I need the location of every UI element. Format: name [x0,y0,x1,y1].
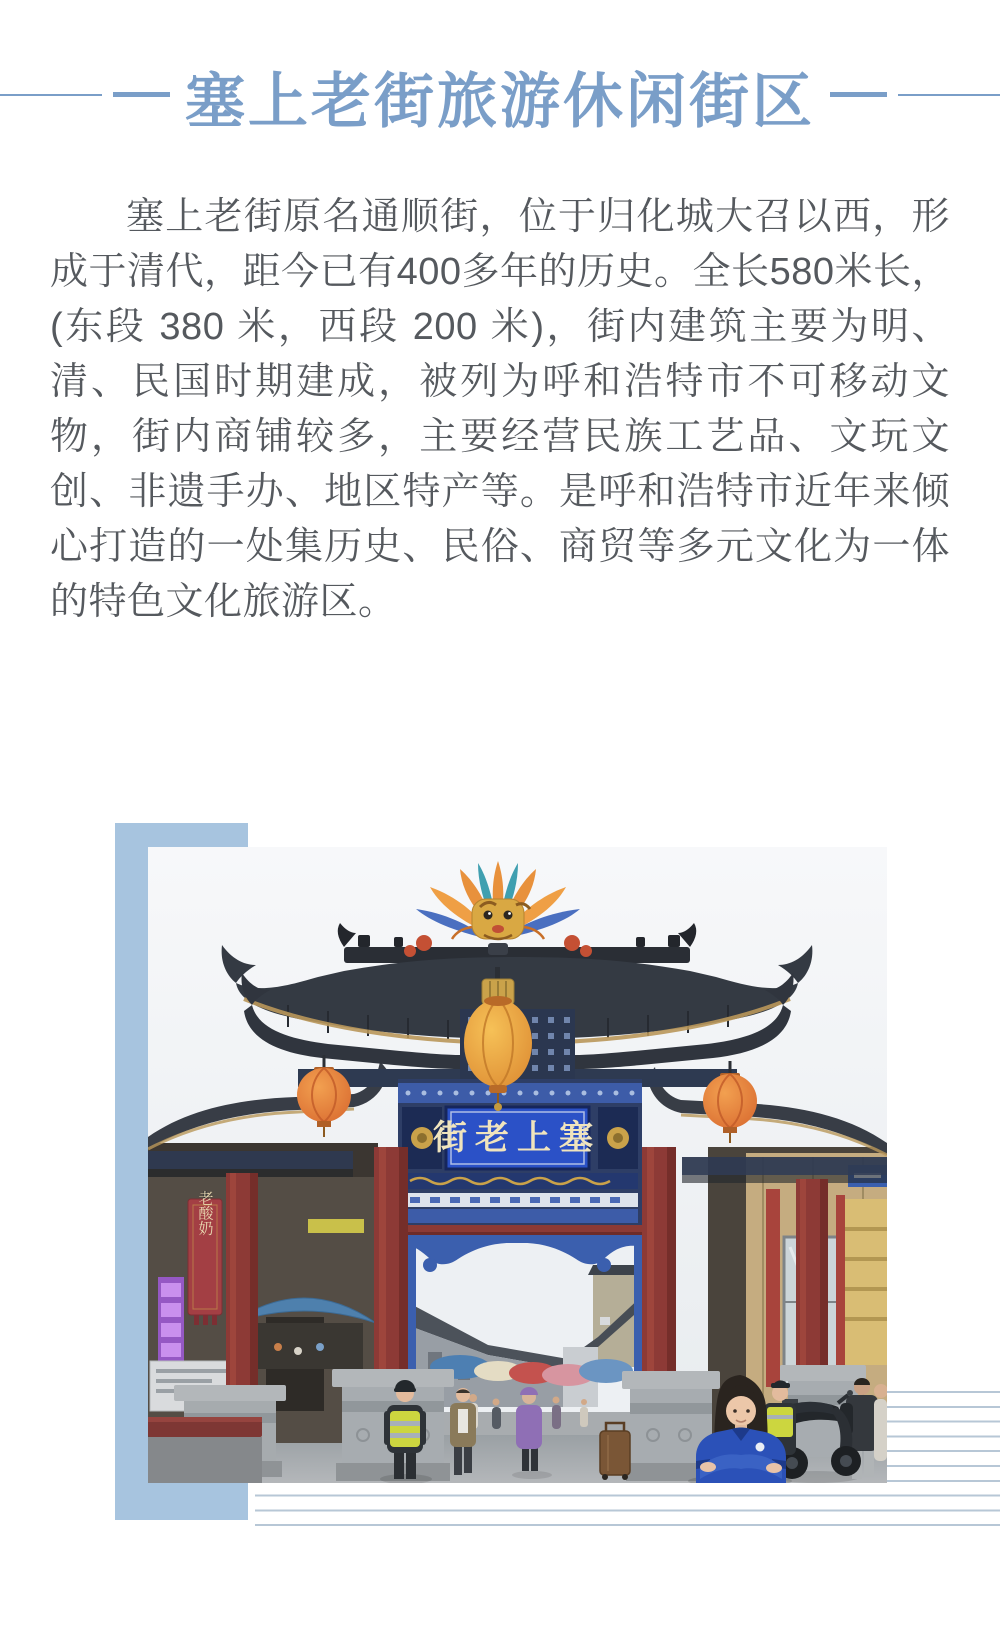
suitcase [600,1431,630,1475]
title-divider-right-thin [898,94,1000,96]
gate-sign-assembly [392,1079,648,1235]
title-divider-right-thick [830,92,887,97]
page-title: 塞上老街旅游休闲街区 [185,68,815,135]
shop-banner-text: 老酸奶 [196,1190,214,1236]
gate-plaque-text: 街老上塞 [433,1119,601,1157]
street-gate-photo[interactable] [148,847,887,1483]
intro-paragraph: 塞上老街原名通顺街，位于归化城大召以西，形成于清代，距今已有400多年的历史。全长580米长，(东段 380 米，西段 200 米)，街内建筑主要为明、清、民国时期建成，被列为呼和浩特市不可移动文物，街内商铺较多，主要经营民族工艺品、文玩文创、非遗手办、地区特产等。是呼和浩特市近年来倾心打造的一处集历史、民俗、商贸等多元文化为一体的特色文化旅游区。 [50,196,950,623]
